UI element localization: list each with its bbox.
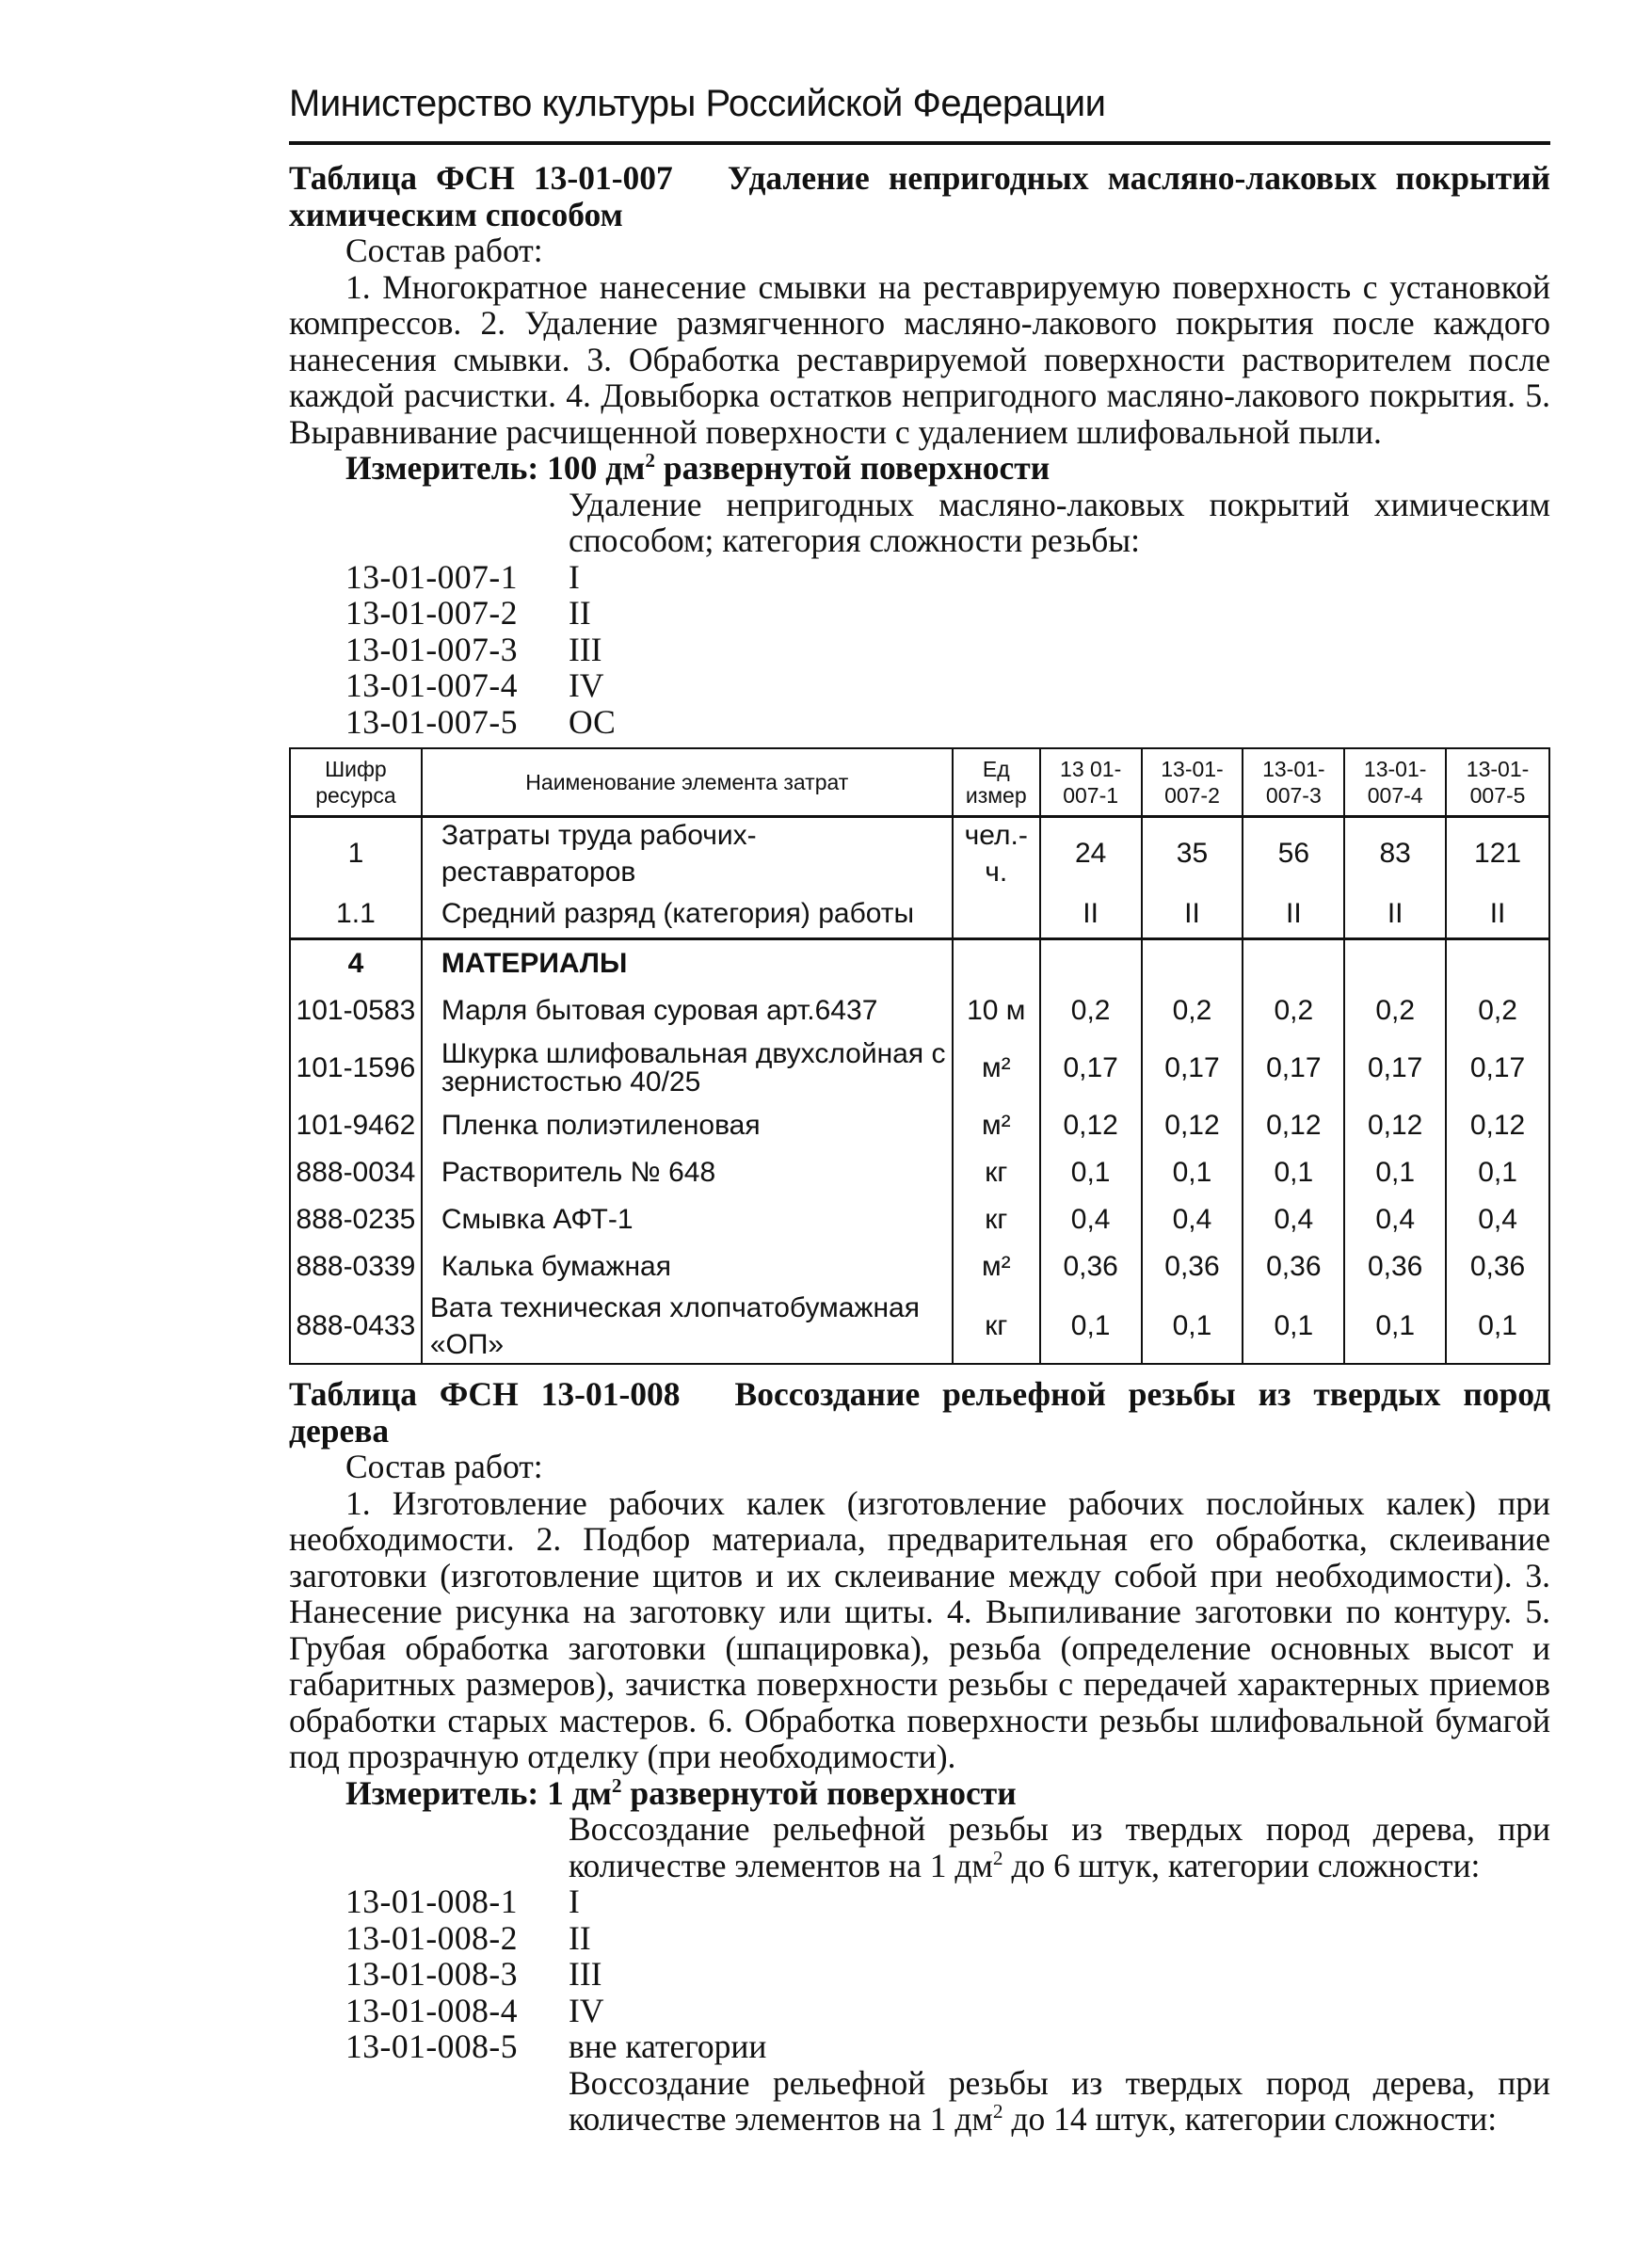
code-number: 13-01-008-3 [345, 1955, 518, 1993]
section2-measure [289, 1775, 1550, 1812]
header-divider [289, 141, 1550, 145]
cell-value: 0,1 [1446, 1149, 1549, 1196]
section1-heading [289, 160, 1550, 232]
section2-composition-label: Состав работ: [345, 1448, 543, 1485]
cell-value: II [1142, 890, 1243, 939]
cell-value: 0,17 [1243, 1034, 1344, 1102]
cell-value: II [1040, 890, 1142, 939]
code-label: IV [569, 1991, 604, 2029]
cell-unit: м² [953, 1243, 1040, 1290]
cell-value: 121 [1446, 817, 1549, 891]
cell-value: 0,36 [1142, 1243, 1243, 1290]
cell-name: Растворитель № 648 [422, 1149, 953, 1196]
cell-unit: м² [953, 1034, 1040, 1102]
cell-value: 0,17 [1344, 1034, 1446, 1102]
code-number: 13-01-007-3 [345, 630, 518, 668]
section1-title: Удаление непригодных масляно-лаковых покрытий химическим способом [289, 159, 1551, 233]
section2-code: Таблица ФСН 13-01-008 [289, 1375, 681, 1413]
cell-value: 0,36 [1446, 1243, 1549, 1290]
cell-value [1446, 939, 1549, 988]
code-number: 13-01-008-5 [345, 2027, 518, 2065]
section1-code: Таблица ФСН 13-01-007 [289, 159, 673, 197]
section2-composition-text: 1. Изготовление рабочих калек (изготовление рабочих послойных калек) при необходимости. 2. Подбор материала, предварительная его обработка, склеивание заготовки (изготовление щитов и их склеивание между собой при необходимости). 3. Нанесение рисунка на заготовку или щиты. 4. Выпиливание заготовки по контуру. 5. Грубая обработка заготовки (шпацировка), резьба (определение основных высот и габаритных размеров), зачистка поверхности резьбы с передачей характерных приемов обработки старых мастеров. 6. Обработка поверхности резьбы шлифовальной бумагой под прозрачную отделку (при необходимости). [289, 1483, 1550, 1775]
resource-table [289, 747, 1550, 1365]
cell-value: 0,12 [1344, 1102, 1446, 1149]
cell-name: Средний разряд (категория) работы [422, 890, 953, 939]
header-col: 13-01-007-3 [1243, 748, 1344, 817]
cell-value: 56 [1243, 817, 1344, 891]
desc2-text-end: до 14 штук, категории сложности: [1002, 2100, 1498, 2138]
desc2-sup: 2 [992, 2100, 1003, 2123]
code-label: вне категории [569, 2027, 767, 2065]
table-row [290, 1102, 1549, 1149]
code-number: 13-01-007-5 [345, 702, 518, 741]
code-label: III [569, 630, 602, 668]
code-number: 13-01-007-4 [345, 666, 518, 704]
code-row [345, 632, 1550, 668]
cell-value: 0,2 [1142, 987, 1243, 1034]
cell-code: 101-0583 [290, 987, 422, 1034]
cell-value: 0,1 [1243, 1149, 1344, 1196]
cell-name: Пленка полиэтиленовая [422, 1102, 953, 1149]
section2-heading [289, 1376, 1550, 1449]
code-label: II [569, 594, 591, 632]
cell-value: 0,4 [1243, 1196, 1344, 1243]
cell-value: 0,12 [1446, 1102, 1549, 1149]
code-row [345, 1883, 1550, 1920]
section1-composition-label: Состав работ: [345, 232, 543, 269]
cell-name: Калька бумажная [422, 1243, 953, 1290]
cell-value: 0,2 [1243, 987, 1344, 1034]
cell-unit: чел.-ч. [953, 817, 1040, 891]
section2-measure-prefix: Измеритель: 1 дм [345, 1773, 612, 1812]
section1-measure-suffix: развернутой поверхности [655, 449, 1051, 487]
cell-value: 0,36 [1344, 1243, 1446, 1290]
cell-unit: кг [953, 1290, 1040, 1364]
cell-code: 101-9462 [290, 1102, 422, 1149]
cell-value: 0,12 [1040, 1102, 1142, 1149]
table-row [290, 1034, 1549, 1102]
cell-value: 0,36 [1243, 1243, 1344, 1290]
code-row [345, 559, 1550, 596]
cell-code: 101-1596 [290, 1034, 422, 1102]
cell-value: II [1446, 890, 1549, 939]
code-label: III [569, 1955, 602, 1993]
cell-value [1142, 939, 1243, 988]
section1-description: Удаление непригодных масляно-лаковых покрытий химическим способом; категория сложности резьбы: [569, 485, 1550, 559]
section1-code-list [289, 559, 1550, 741]
header-col: 13-01-007-5 [1446, 748, 1549, 817]
cell-value: 0,1 [1243, 1290, 1344, 1364]
cell-value: 0,4 [1446, 1196, 1549, 1243]
desc2-text: Воссоздание рельефной резьбы из твердых пород дерева, при количестве элементов на 1 дм [569, 2063, 1550, 2138]
code-row [345, 1920, 1550, 1957]
section1-measure-prefix: Измеритель: 100 дм [345, 449, 646, 487]
header-col: 13 01-007-1 [1040, 748, 1142, 817]
cell-code: 888-0433 [290, 1290, 422, 1364]
cell-code: 4 [290, 939, 422, 988]
cell-value: 0,12 [1142, 1102, 1243, 1149]
cell-value: II [1344, 890, 1446, 939]
code-number: 13-01-008-2 [345, 1918, 518, 1957]
cell-code: 1.1 [290, 890, 422, 939]
cell-name: Шкурка шлифовальная двухслойная с зернистостью 40/25 [422, 1034, 953, 1102]
cell-value [1040, 939, 1142, 988]
cell-value [1243, 939, 1344, 988]
cell-value: 0,2 [1040, 987, 1142, 1034]
cell-value: II [1243, 890, 1344, 939]
section2-measure-suffix: развернутой поверхности [621, 1773, 1017, 1812]
cell-value: 0,12 [1243, 1102, 1344, 1149]
header-col: 13-01-007-4 [1344, 748, 1446, 817]
cell-value: 0,36 [1040, 1243, 1142, 1290]
code-label: I [569, 1883, 580, 1920]
section2-description-1 [289, 1811, 1550, 1883]
cell-unit [953, 890, 1040, 939]
desc1-text-end: до 6 штук, категории сложности: [1002, 1846, 1481, 1884]
cell-value: 0,1 [1344, 1290, 1446, 1364]
code-number: 13-01-008-1 [345, 1883, 518, 1920]
header-code: Шифр ресурса [290, 748, 422, 817]
table-row [290, 1243, 1549, 1290]
table-row [290, 817, 1549, 891]
cell-value: 0,17 [1142, 1034, 1243, 1102]
desc1-sup: 2 [992, 1846, 1003, 1869]
cell-code: 888-0034 [290, 1149, 422, 1196]
cell-unit: кг [953, 1196, 1040, 1243]
cell-value: 0,17 [1040, 1034, 1142, 1102]
page-header: Министерство культуры Российской Федерации [289, 83, 1106, 124]
cell-value: 0,4 [1344, 1196, 1446, 1243]
table-row [290, 1290, 1549, 1364]
desc1-text: Воссоздание рельефной резьбы из твердых пород дерева, при количестве элементов на 1 дм [569, 1810, 1550, 1884]
cell-value: 35 [1142, 817, 1243, 891]
code-row [345, 667, 1550, 704]
table-row [290, 890, 1549, 939]
cell-value: 0,1 [1040, 1290, 1142, 1364]
code-label: IV [569, 666, 604, 704]
code-row [345, 1993, 1550, 2029]
header-col: 13-01-007-2 [1142, 748, 1243, 817]
cell-code: 1 [290, 817, 422, 891]
cell-value: 0,1 [1142, 1290, 1243, 1364]
code-number: 13-01-007-1 [345, 557, 518, 596]
section1-measure-sup: 2 [645, 449, 656, 473]
cell-value: 24 [1040, 817, 1142, 891]
cell-value: 0,1 [1142, 1149, 1243, 1196]
code-row [345, 595, 1550, 632]
section1-composition-text: 1. Многократное нанесение смывки на реставрируемую поверхность с установкой компрессов. 2. Удаление размягченного масляно-лакового покрытия после каждого нанесения смывки. 3. Обработка реставрируемой поверхности растворителем после каждой расчистки. 4. Довыборка остатков непригодного масляно-лакового покрытия. 5. Выравнивание расчищенной поверхности с удалением шлифовальной пыли. [289, 267, 1550, 451]
code-row [345, 1956, 1550, 1993]
cell-value: 83 [1344, 817, 1446, 891]
cell-value: 0,2 [1446, 987, 1549, 1034]
section1-measure [289, 450, 1550, 487]
header-unit: Ед измер [953, 748, 1040, 817]
cell-value: 0,1 [1344, 1149, 1446, 1196]
cell-value: 0,4 [1040, 1196, 1142, 1243]
cell-value: 0,4 [1142, 1196, 1243, 1243]
table-row [290, 1149, 1549, 1196]
cell-value: 0,2 [1344, 987, 1446, 1034]
cell-name: МАТЕРИАЛЫ [422, 939, 953, 988]
cell-value: 0,17 [1446, 1034, 1549, 1102]
section2-description-2 [289, 2065, 1550, 2138]
cell-name: Марля бытовая суровая арт.6437 [422, 987, 953, 1034]
code-row [345, 704, 1550, 741]
cell-unit [953, 939, 1040, 988]
cell-name: Смывка АФТ-1 [422, 1196, 953, 1243]
code-row [345, 2028, 1550, 2065]
code-number: 13-01-008-4 [345, 1991, 518, 2029]
section2-code-list [289, 1883, 1550, 2065]
cell-unit: кг [953, 1149, 1040, 1196]
cell-value: 0,1 [1040, 1149, 1142, 1196]
cell-value: 0,1 [1446, 1290, 1549, 1364]
cell-name: Вата техническая хлопчатобумажная «ОП» [422, 1290, 953, 1364]
table-row [290, 1196, 1549, 1243]
section2-title: Воссоздание рельефной резьбы из твердых пород дерева [289, 1375, 1550, 1450]
cell-value [1344, 939, 1446, 988]
table-row [290, 987, 1549, 1034]
page-content [289, 160, 1550, 2138]
section2-measure-sup: 2 [611, 1773, 622, 1797]
header-name: Наименование элемента затрат [422, 748, 953, 817]
code-label: II [569, 1918, 591, 1957]
code-label: ОС [569, 702, 616, 741]
cell-name: Затраты труда рабочих-реставраторов [422, 817, 953, 891]
code-label: I [569, 557, 580, 596]
cell-unit: м² [953, 1102, 1040, 1149]
cell-code: 888-0235 [290, 1196, 422, 1243]
table-row [290, 939, 1549, 988]
cell-code: 888-0339 [290, 1243, 422, 1290]
cell-unit: 10 м [953, 987, 1040, 1034]
table-header-row [290, 748, 1549, 817]
code-number: 13-01-007-2 [345, 594, 518, 632]
